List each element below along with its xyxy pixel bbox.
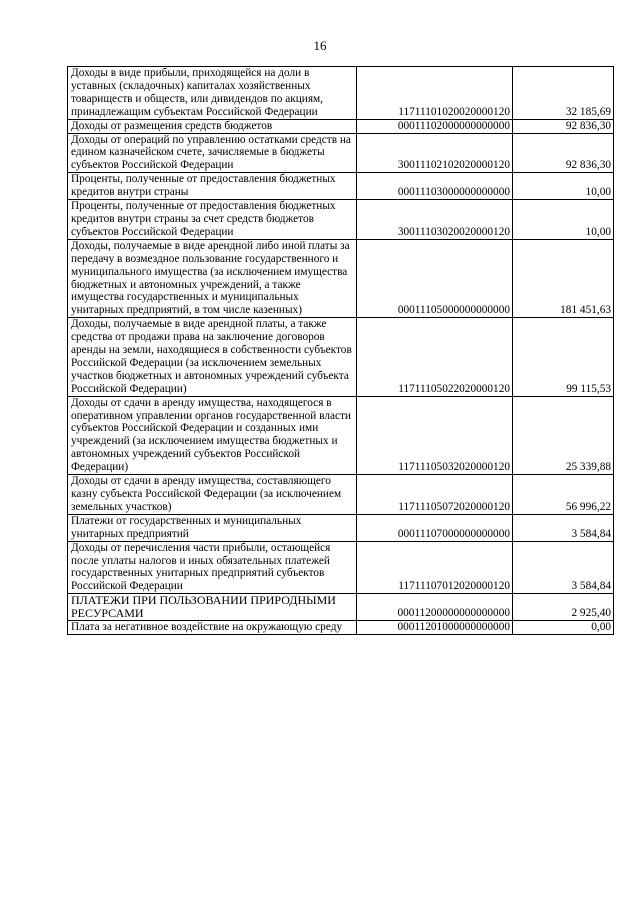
amount-cell: 56 996,22 [513, 475, 614, 515]
revenue-name-cell: Доходы в виде прибыли, приходящейся на доли в уставных (складочных) капиталах хозяйственных товариществ и обществ, или дивидендов по акциям, принадлежащим субъектам Российской Федерации [68, 67, 357, 120]
revenue-name-cell: Доходы от сдачи в аренду имущества, находящегося в оперативном управлении органов государственной власти субъектов Российской Федерации и созданных ими учреждений (за исключением имущества бюджетных и автономных учреждений субъектов Российской Федерации) [68, 396, 357, 474]
amount-cell: 92 836,30 [513, 133, 614, 173]
amount-cell: 3 584,84 [513, 541, 614, 594]
revenue-name-cell: Доходы, получаемые в виде арендной платы, а также средства от продажи права на заключение договоров аренды на земли, находящиеся в собственности субъектов Российской Федерации (за исключением земельных участков бюджетных и автономных учреждений субъекта Российской Федерации) [68, 318, 357, 396]
table-row [68, 514, 614, 541]
budget-code-cell: 30011102102020000120 [357, 133, 513, 173]
table-row [68, 396, 614, 474]
table-row [68, 200, 614, 240]
amount-cell: 10,00 [513, 200, 614, 240]
budget-code-cell: 00011103000000000000 [357, 173, 513, 200]
revenue-name-cell: Плата за негативное воздействие на окружающую среду [68, 621, 357, 635]
revenue-name-cell: Доходы от размещения средств бюджетов [68, 119, 357, 133]
amount-cell: 3 584,84 [513, 514, 614, 541]
budget-code-cell: 00011201000000000000 [357, 621, 513, 635]
table-row [68, 318, 614, 396]
revenue-name-cell: Доходы от перечисления части прибыли, остающейся после уплаты налогов и иных обязательных платежей государственных унитарных предприятий субъектов Российской Федерации [68, 541, 357, 594]
table-row [68, 239, 614, 317]
amount-cell: 25 339,88 [513, 396, 614, 474]
table-row [68, 67, 614, 120]
budget-code-cell: 00011105000000000000 [357, 239, 513, 317]
budget-code-cell: 00011107000000000000 [357, 514, 513, 541]
revenue-name-cell: Доходы от операций по управлению остатками средств на едином казначейском счете, зачисляемые в бюджеты субъектов Российской Федерации [68, 133, 357, 173]
budget-code-cell: 00011200000000000000 [357, 594, 513, 621]
budget-code-cell: 11711101020020000120 [357, 67, 513, 120]
revenue-name-cell: Платежи от государственных и муниципальных унитарных предприятий [68, 514, 357, 541]
budget-code-cell: 30011103020020000120 [357, 200, 513, 240]
section-row [68, 594, 614, 621]
budget-code-cell: 11711105072020000120 [357, 475, 513, 515]
budget-code-cell: 00011102000000000000 [357, 119, 513, 133]
revenue-name-cell: Проценты, полученные от предоставления бюджетных кредитов внутри страны за счет средств бюджетов субъектов Российской Федерации [68, 200, 357, 240]
amount-cell: 0,00 [513, 621, 614, 635]
amount-cell: 32 185,69 [513, 67, 614, 120]
amount-cell: 10,00 [513, 173, 614, 200]
revenue-name-cell: Проценты, полученные от предоставления бюджетных кредитов внутри страны [68, 173, 357, 200]
budget-code-cell: 11711107012020000120 [357, 541, 513, 594]
amount-cell: 181 451,63 [513, 239, 614, 317]
table-row [68, 541, 614, 594]
amount-cell: 92 836,30 [513, 119, 614, 133]
table-row [68, 621, 614, 635]
budget-revenue-table [67, 66, 614, 635]
budget-code-cell: 11711105022020000120 [357, 318, 513, 396]
table-row [68, 119, 614, 133]
revenue-name-cell: Доходы от сдачи в аренду имущества, составляющего казну субъекта Российской Федерации (за исключением земельных участков) [68, 475, 357, 515]
table-row [68, 173, 614, 200]
revenue-name-cell: Доходы, получаемые в виде арендной либо иной платы за передачу в возмездное пользование государственного и муниципального имущества (за исключением имущества бюджетных и автономных учреждений, а также имущества государственных и муниципальных унитарных предприятий, в том числе казенных) [68, 239, 357, 317]
table-row [68, 475, 614, 515]
table-row [68, 133, 614, 173]
amount-cell: 99 115,53 [513, 318, 614, 396]
section-name-cell: ПЛАТЕЖИ ПРИ ПОЛЬЗОВАНИИ ПРИРОДНЫМИ РЕСУРСАМИ [68, 594, 357, 621]
amount-cell: 2 925,40 [513, 594, 614, 621]
budget-code-cell: 11711105032020000120 [357, 396, 513, 474]
page-number: 16 [313, 38, 327, 53]
